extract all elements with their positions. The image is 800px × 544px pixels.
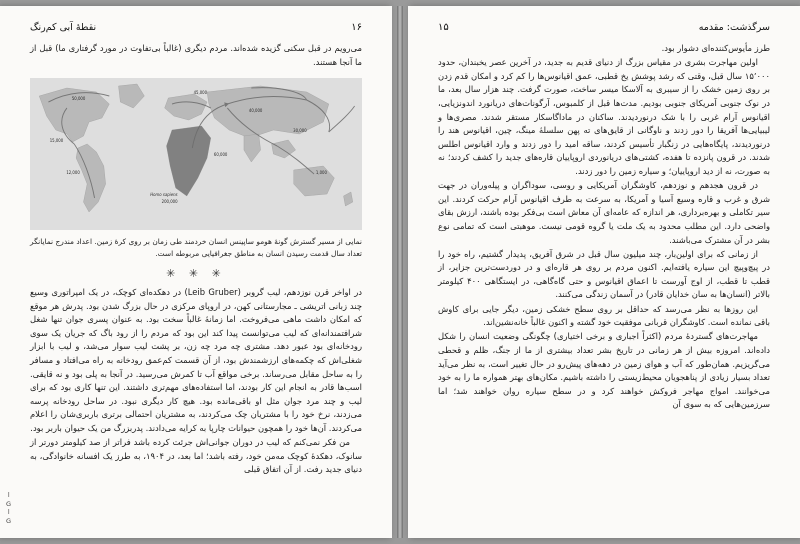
- page-right-running-head: نقطهٔ آبی کم‌رنگ: [30, 22, 97, 33]
- side-tab-line: ا: [7, 508, 10, 517]
- svg-text:60,000: 60,000: [213, 152, 228, 158]
- paragraph: طرز مأیوس‌کننده‌ای دشوار بود.: [661, 43, 770, 53]
- side-tab-line: G: [6, 517, 12, 526]
- svg-text:45,000: 45,000: [193, 90, 208, 96]
- paragraph: در قرون هجدهم و نوزدهم، کاوشگران آمریکایی و روسی، سوداگران و پیله‌وران در جهت شرق و غرب و قاره وسیع آسیا و آمریکا، به سرعت به طرف اقیانوس آرام حرکت کردند. این سیر تکاملی و بهره‌برداری، هر اندازه که عامه‌ای آن معاش است بی‌فکر بوده باشند، ارزش بقای واضحی دارد. این مطلب محدود به یک ملت یا گروه قومی نیست. موهبتی است که تمامی نوع بشر در آن مشترک می‌باشند.: [438, 180, 770, 245]
- page-side-tab: [6, 491, 12, 526]
- page-left-running-head: سرگذشت: مقدمه: [698, 22, 770, 33]
- page-left-body: [438, 42, 770, 412]
- page-right-header: [30, 22, 362, 33]
- page-right-body-top: [30, 42, 362, 69]
- page-left-header: [438, 22, 770, 33]
- paragraph: من فکر نمی‌کنم که لیب در دوران جوانی‌اش جرئت کرده باشد فراتر از صد کیلومتر دورتر از سانوک، دهکدهٔ کوچک مه‌من خود، رفته باشد؛ اما بعد، در ۱۹۰۴، به طرز یک افسانه خانوادگی، به دنیای جدید رفت. از آن اتفاق قبلی: [30, 437, 363, 475]
- page-right: [0, 6, 392, 538]
- paragraph: می‌رویم در قبل سکنی گزیده شده‌اند. مردم دیگری (غالباً بی‌تفاوت در مورد گرفتاری ما) قبل از ما آنجا هستند.: [30, 43, 362, 67]
- book-gutter: [397, 6, 403, 538]
- svg-text:50,000: 50,000: [71, 96, 86, 102]
- page-left: [408, 6, 800, 538]
- figure-caption: نمایی از مسیر گسترش گونهٔ هومو ساپینس انسان خردمند طی زمان بر روی کرهٔ زمین. اعداد مندرج نمایانگر تعداد سال قدمت رسیدن انسان به مناطق جغرافیایی مربوطه است.: [30, 237, 362, 259]
- figure-human-migration: [30, 78, 362, 260]
- svg-text:Homo sapiens: Homo sapiens: [150, 192, 178, 198]
- svg-text:40,000: 40,000: [248, 108, 263, 114]
- svg-text:30,000: 30,000: [293, 128, 307, 134]
- svg-text:12,000: 12,000: [66, 170, 80, 176]
- world-map-image: [30, 78, 362, 230]
- paragraph: از زمانی که برای اولین‌بار، چند میلیون سال قبل در شرق آفریق، پدیدار گشتیم، راه خود را در پیچ‌وپیچ این سیاره یافته‌ایم. اکنون مردم بر روی هر قاره‌ای و در دوردست‌ترین جزایر، از قطب تا قطب، از اوج آورست تا اعماق اقیانوس و حتی گاه‌گاهی، در ایستگاهی ۴۰۰ کیلومتر بالاتر (انسان‌ها به سان خدایان قادر) در آسمان زندگی می‌کنند.: [438, 248, 770, 300]
- paragraph: این روزها به نظر می‌رسد که حداقل بر روی سطح خشکی زمین، دیگر جایی برای کاوش باقی نمانده است. کاوشگران قربانی موفقیت خود گشته و اکنون غالباً خانه‌نشین‌اند.: [438, 303, 770, 328]
- page-right-number: ۱۶: [351, 22, 362, 33]
- side-tab-line: ا: [7, 490, 10, 499]
- paragraph: مهاجرت‌های گستردهٔ مردم (اکثراً اجباری و برخی اختیاری) چگونگی وضعیت انسان را شکل داده‌اند. امروزه بیش از هر زمانی در تاریخ بشر تعداد بیشتری از ما از جنگ، ظلم و قحطی می‌گریزیم. همان‌طور که آب و هوای زمین در دهه‌های پیش‌رو در حال تغییر است، به نظر می‌آید تعداد بسیار زیادی از پناهجویان محیط‌زیستی را داشته باشیم. مکان‌های بهتر همواره ما را به خود می‌خوانند. امواج مهاجر فروکش خواهند کرد و در سطح سیاره روان خواهند شد؛ اما سرزمین‌هایی که به سوی آن: [438, 331, 770, 410]
- side-tab-line: G: [6, 499, 12, 508]
- svg-text:1,000: 1,000: [315, 170, 327, 176]
- paragraph: اولین مهاجرت بشری در مقیاس بزرگ از دنیای قدیم به جدید، در آخرین عصر یخبندان، حدود ۱۵٬۰۰۰ سال قبل، وقتی که رشد پوشش یخ قطبی، عمق اقیانوس‌ها را کم کرد و امکان قدم زدن بر روی زمین خشک را از سیبری به آلاسکا میسر ساخت، صورت گرفت. چند هزار سال بعد، ما در نوک جنوبی آمریکای جنوبی بودیم. مدت‌ها قبل از کلمبوس، آرگونات‌های دریانورد اندونزیایی، اقیانوس آرام غربی را با شک درنوردیدند. ساکنان در ماداگاسکار مستقر شدند. مصری‌ها و لیبیایی‌ها آفریقا را دور زدند و ناوگانی از قایق‌های ته پهن سلسلهٔ مینگ، چین، اقیانوس هند را درنوردیدند، پایگاه‌هایی در زنگبار تأسیس کردند، ساقه امید را دور زدند و وارد اقیانوس اطلس شدند. در قرون پانزده تا هفده، کشتی‌های دریانوردی اروپاییان قاره‌های جدید را کشف کردند؛ نه به صورت، نه از دید اروپاییان؛ و سیاره زمین را دور زدند.: [438, 57, 770, 176]
- section-separator: ✳ ✳ ✳: [166, 266, 226, 280]
- page-left-number: ۱۵: [438, 22, 449, 33]
- svg-text:15,000: 15,000: [49, 138, 64, 144]
- svg-text:200,000: 200,000: [161, 199, 178, 205]
- paragraph: در اواخر قرن نوزدهم، لیب گروبر (Leib Gruber) در دهکده‌ای کوچک، در یک امپراتوری وسیع چند زبانی اتریشی ـ مجارستانی کهن، در اروپای مرکزی در حال بزرگ شدن بود. پدرش هر موقع که امکان داشت ماهی می‌فروخت. اما زمانهٔ غالباً سخت بود. به عنوان پسری جوان تنها شغل شرافتمندانه‌ای که لیب می‌توانست پیدا کند این بود که مردم را از رود باگ که جریان یک سوی رودخانه‌ای بود عبور دهد. مشتری چه مرد چه زن، بر پشت لیب سوار می‌شد، و لیب با ابزار شغلی‌اش که چکمه‌های ارزشمندش بود، از آن قسمت کم‌عمق رودخانه به راه می‌افتاد و مسافر را به ساحل مقابل می‌رساند. برخی مواقع آب تا کمرش می‌رسید. در آنجا به پلی بود و نه قایقی. اسب‌ها قادر به انجام این کار بودند، اما استفاده‌های مهم‌تری داشتند. این تنها کاری بود که برای لیب و چند مرد جوان مثل او باقی‌مانده بود. هیچ کار دیگری نبود. در ساحل رودخانه پرسه می‌زدند، نرخ خود را با مشتریان چک می‌کردند، به مشتریان احتمالی برتری باربری‌شان را اعلام می‌کردند. آن‌ها خود را همچون حیوانات چارپا به کرایه می‌دادند. پدربزرگ من یک حیوان باربر بود.: [30, 286, 362, 433]
- page-right-body-bottom: [30, 286, 362, 477]
- world-map-svg: [30, 78, 362, 230]
